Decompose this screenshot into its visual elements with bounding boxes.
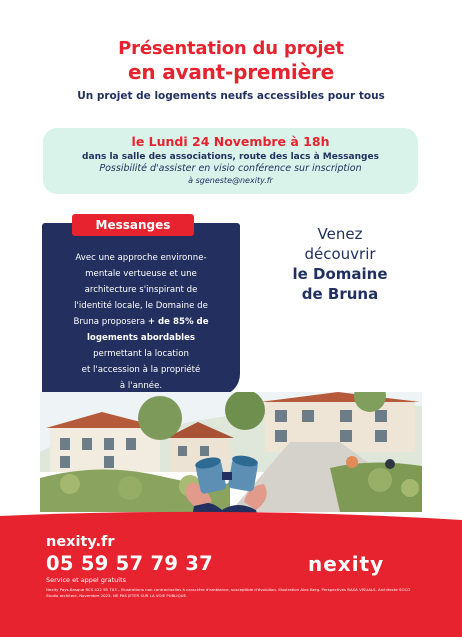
info-line: Avec une approche environne- (75, 253, 207, 263)
info-line: et l'accession à la propriété (81, 365, 201, 375)
discover-line-4: de Bruna (301, 285, 379, 303)
info-line: permettant la location (93, 349, 189, 359)
title-line-2: en avant-première (128, 60, 334, 84)
info-line: à l'année. (119, 381, 163, 391)
discover-line-3: le Domaine (292, 265, 388, 283)
discover-line-2: découvrir (304, 245, 376, 263)
event-place: dans la salle des associations, route des lacs à Messanges (82, 152, 379, 162)
nexity-logo: nexity (308, 552, 385, 576)
subtitle: Un projet de logements neufs accessibles pour tous (77, 90, 385, 102)
discover-block (260, 224, 420, 304)
event-visio: Possibilité d'assister en visio conférence sur inscription (99, 163, 362, 174)
info-text (50, 250, 232, 394)
info-highlight: logements abordables (86, 333, 196, 343)
footer (0, 510, 462, 637)
info-line: mentale vertueuse et une (85, 269, 197, 279)
event-date: le Lundi 24 Novembre à 18h (131, 134, 330, 149)
phone-number[interactable]: 05 59 57 79 37 (46, 552, 214, 575)
info-highlight: + de 85% de (147, 317, 209, 327)
title-line-1: Présentation du projet (118, 38, 344, 59)
info-line: l'identité locale, le Domaine de (74, 301, 208, 311)
header (0, 38, 462, 104)
info-line: architecture s'inspirant de (84, 285, 198, 295)
event-info-box (43, 128, 418, 194)
website-link[interactable]: nexity.fr (46, 534, 115, 550)
location-tag: Messanges (72, 214, 194, 236)
info-line-part: Bruna proposera (73, 317, 146, 327)
event-email[interactable]: à sgeneste@nexity.fr (188, 176, 273, 185)
discover-line-1: Venez (317, 225, 363, 243)
service-note: Service et appel gratuits (46, 576, 126, 584)
legal-notice: Nexity Pays-Basque RCS 422 95 703 – Illustrations non contractuelles à caractère d'ambiance, susceptible d'évolution. Illustration Alex Berg. Perspectives BASA VISUALS. Architecte SOCO Studio architect. Novembre 2025. NE PAS JETER SUR LA VOIE PUBLIQUE. (46, 587, 411, 598)
info-line (50, 314, 232, 330)
